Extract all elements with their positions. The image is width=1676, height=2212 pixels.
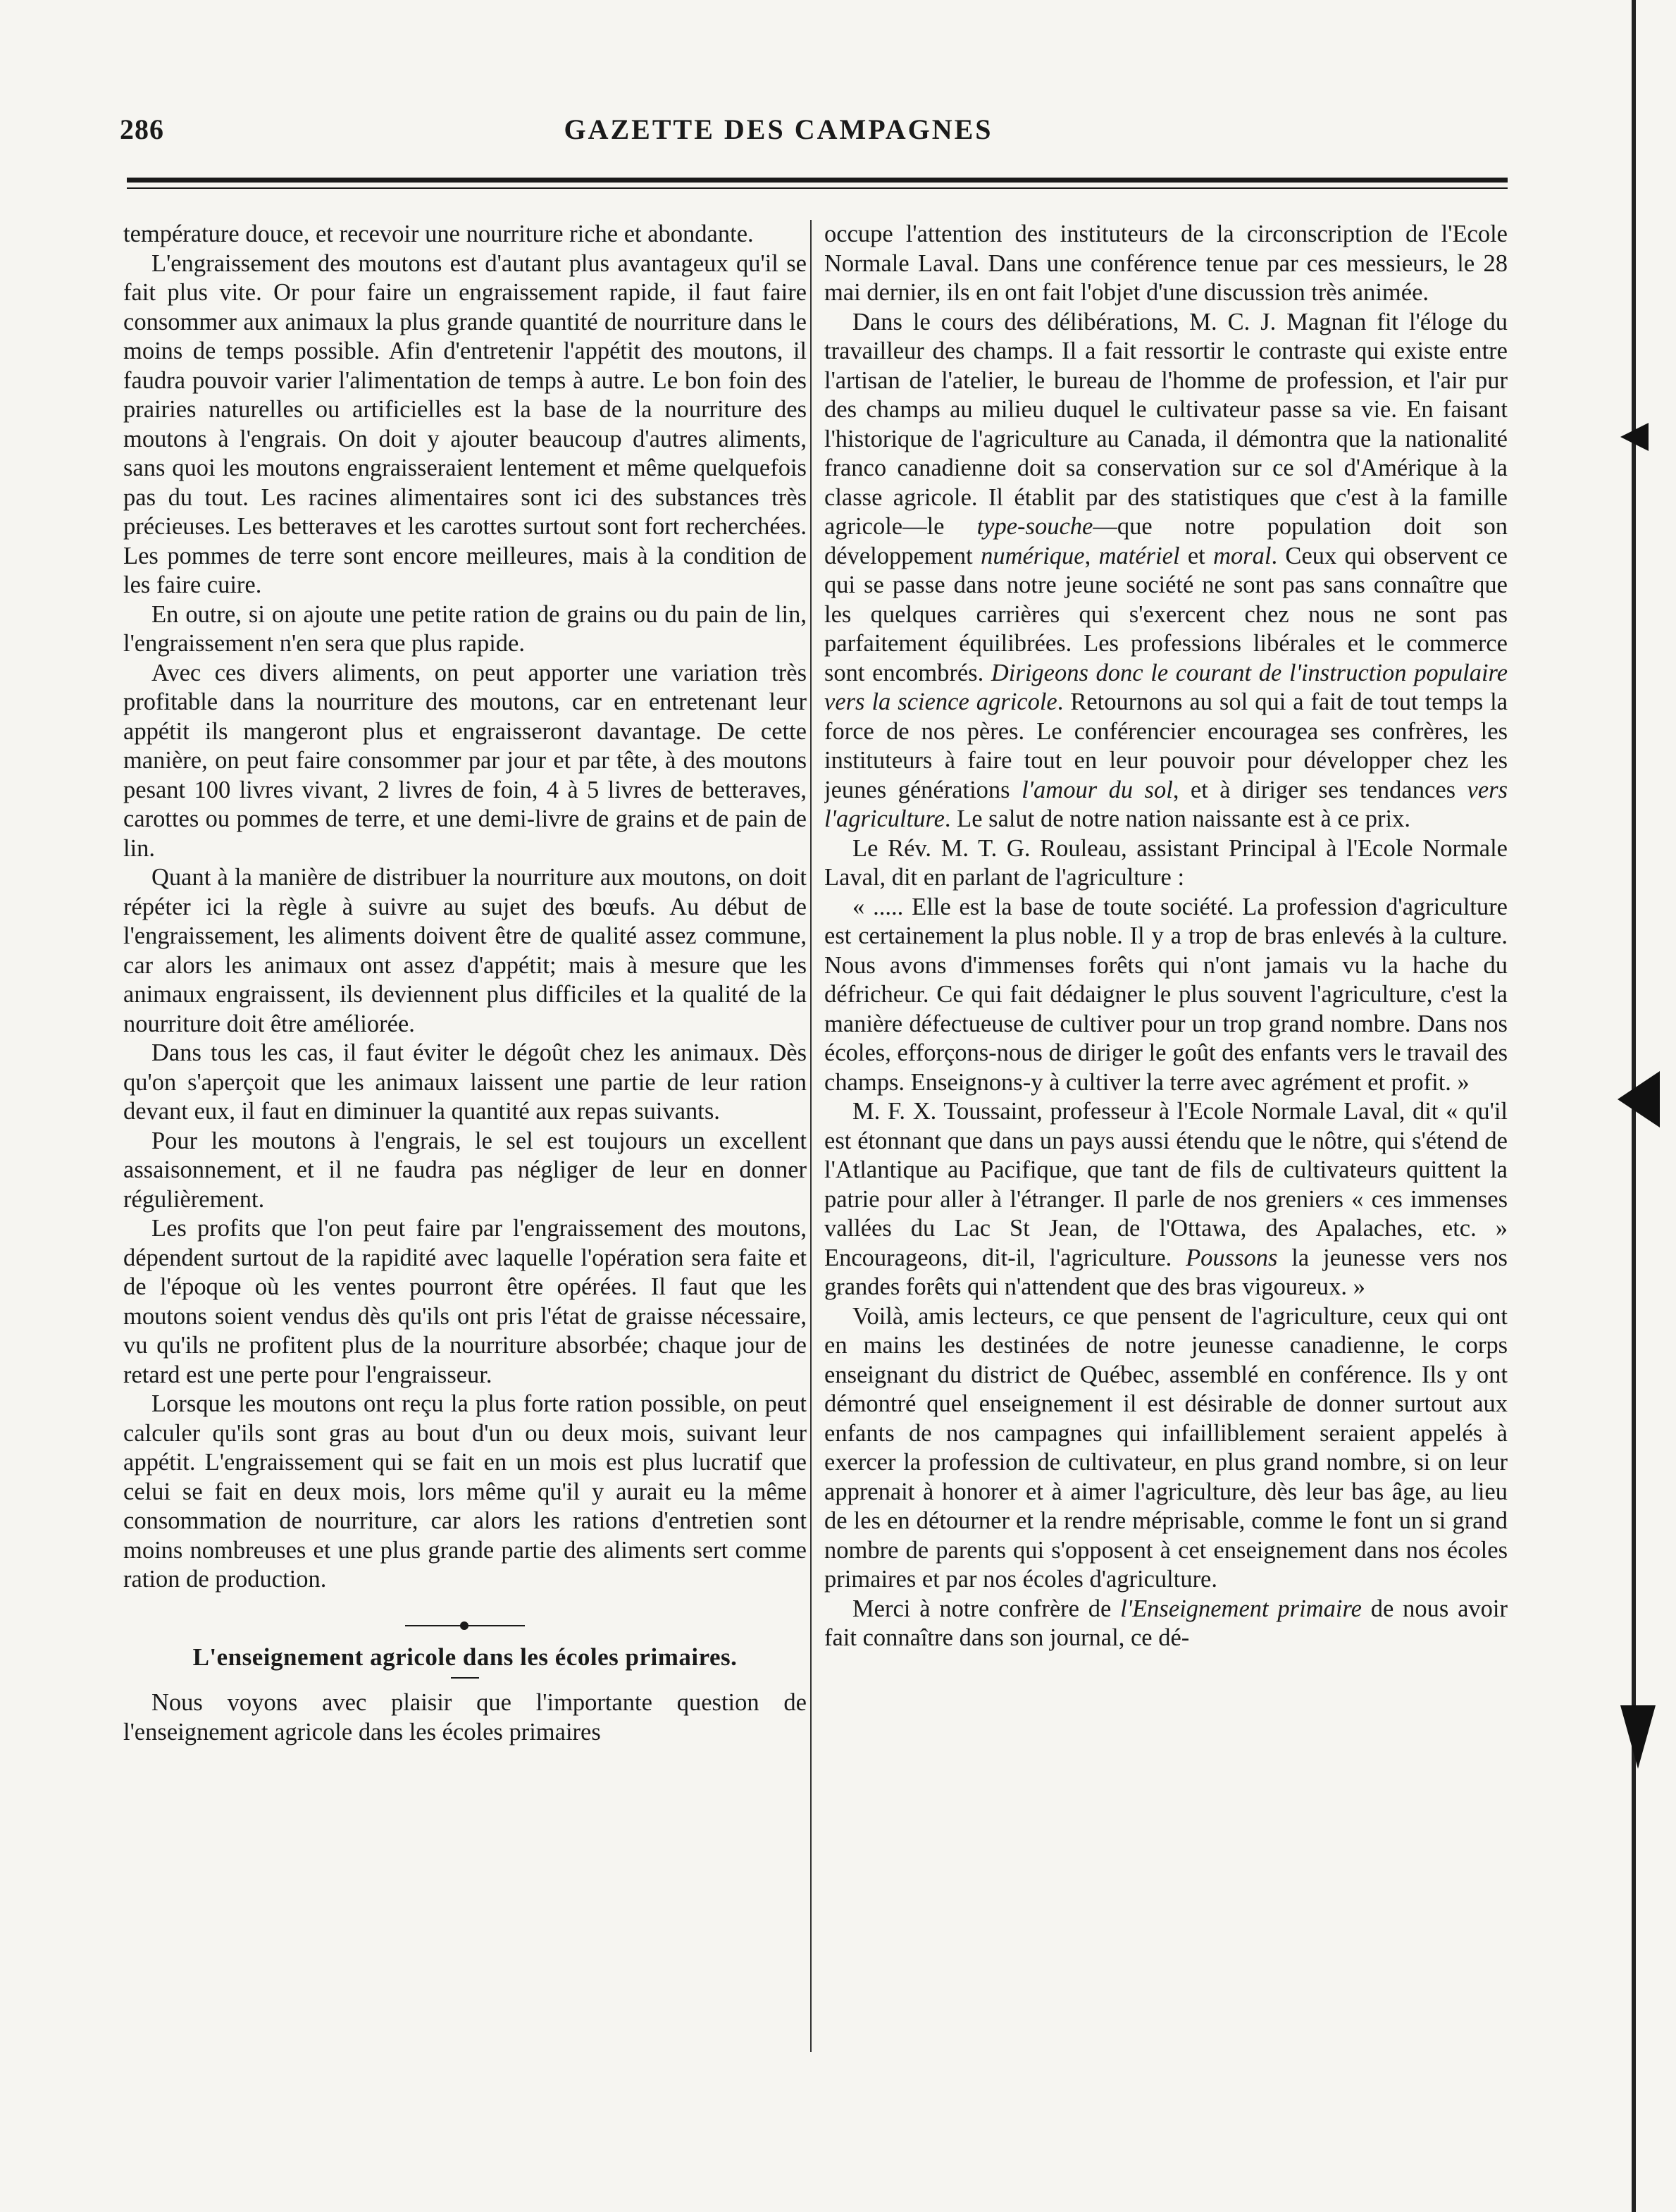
paragraph: En outre, si on ajoute une petite ration de grains ou du pain de lin, l'engraissement n'en sera que plus rapide.	[123, 600, 807, 657]
quote-paragraph: « ..... Elle est la base de toute société. La profession d'agriculture est certainement la plus noble. Il y a trop de bras enlevés à la culture. Nous avons d'immenses forêts qui n'ont jamais vu la hache du défricheur. Ce qui fait dédaigner le plus souvent l'agriculture, c'est la manière défectueuse de cultiver pour un trop grand nombre. Dans nos écoles, efforçons-nous de diriger le goût des enfants vers le travail des champs. Enseignons-y à cultiver la terre avec agrément et profit. »	[824, 893, 1508, 1096]
paragraph: Le Rév. M. T. G. Rouleau, assistant Principal à l'Ecole Normale Laval, dit en parlant de l'agriculture :	[824, 834, 1508, 891]
paragraph: Quant à la manière de distribuer la nourriture aux moutons, on doit répéter ici la règle à suivre au sujet des bœufs. Au début de l'engraissement, les aliments doivent être de qualité assez commune, car alors les animaux ont assez d'appétit; mais à mesure que les animaux engraissent, ils deviennent plus difficiles et la qualité de la nourriture doit être améliorée.	[123, 864, 807, 1037]
text-run: ,	[1084, 542, 1099, 569]
page-header	[120, 113, 1501, 155]
header-rule-thick	[127, 178, 1508, 183]
text-run: . Le salut de notre nation naissante est à ce prix.	[944, 805, 1410, 832]
header-rule-thin	[127, 187, 1508, 189]
paragraph: occupe l'attention des instituteurs de la circonscription de l'Ecole Normale Laval. Dans une conférence tenue par ces messieurs, le 28 mai dernier, ils en ont fait l'objet d'une discussion très animée.	[824, 221, 1508, 306]
text-run: —que notre population doit son développement	[824, 513, 1508, 569]
paragraph: Les profits que l'on peut faire par l'engraissement des moutons, dépendent surtout de la rapidité avec laquelle l'opération sera faite et de l'époque où les ventes pourront être opérées. Il faut que les moutons soient vendus dès qu'ils ont pris l'état de graisse nécessaire, vu qu'ils ne profitent plus de la nourriture absorbée; chaque jour de retard est une perte pour l'engraisseur.	[123, 1215, 807, 1388]
text-run: . Ceux qui observent ce qui se passe dans notre jeune société ne sont pas sans connaître que les quelques carrières qui s'exercent chez nous ne sont pas parfaitement équilibrées. Les professions libérales et le commerce sont encombrés.	[824, 542, 1508, 686]
italic-run: Poussons	[1186, 1244, 1278, 1271]
paragraph: Pour les moutons à l'engrais, le sel est toujours un excellent assaisonnement, et il ne faudra pas négliger de leur en donner régulièrement.	[123, 1127, 807, 1213]
right-column	[824, 220, 1508, 2066]
paragraph	[824, 1595, 1508, 1653]
paragraph	[824, 308, 1508, 834]
column-rule	[810, 220, 812, 2052]
section-title: L'enseignement agricole dans les écoles primaires.	[192, 1643, 738, 1671]
title-dash	[451, 1677, 479, 1679]
binding-tab-mark	[1618, 1071, 1660, 1127]
binding-tab-mark	[1620, 1705, 1656, 1769]
italic-run: l'Enseignement primaire	[1120, 1595, 1362, 1622]
text-run: et	[1179, 542, 1214, 569]
paragraph: Nous voyons avec plaisir que l'importante question de l'enseignement agricole dans les écoles primaires	[123, 1689, 807, 1745]
text-run: Merci à notre confrère de	[852, 1595, 1121, 1622]
italic-run: matériel	[1098, 542, 1180, 569]
running-title: GAZETTE DES CAMPAGNES	[564, 113, 993, 145]
text-run: de nous avoir fait connaître dans son journal, ce dé-	[824, 1595, 1508, 1651]
paragraph: Avec ces divers aliments, on peut apporter une variation très profitable dans la nourriture des moutons, car en entretenant leur appétit ils mangeront plus et engraisseront davantage. De cette manière, on peut faire consommer par jour et par tête, à des moutons pesant 100 livres vivant, 2 livres de foin, 4 à 5 livres de betteraves, carottes ou pommes de terre, et une demi-livre de grains et de pain de lin.	[123, 659, 807, 862]
paragraph: température douce, et recevoir une nourriture riche et abondante.	[123, 221, 754, 247]
italic-run: moral	[1213, 542, 1272, 569]
paragraph	[824, 1097, 1508, 1302]
text-run: , et à diriger ses tendances	[1172, 776, 1467, 803]
paragraph: Lorsque les moutons ont reçu la plus forte ration possible, on peut calculer qu'ils sont gras au bout d'un ou deux mois, suivant leur appétit. L'engraissement qui se fait en un mois est plus lucratif que celui se fait en deux mois, lors même qu'il y aurait eu la même consommation de nourriture, car alors les rations d'entretien sont moins nombreuses et une plus grande partie des aliments sert comme ration de production.	[123, 1390, 807, 1593]
italic-run: vers l'agriculture	[824, 776, 1508, 832]
section-separator	[405, 1619, 525, 1633]
left-column	[123, 220, 807, 2066]
separator-dot	[460, 1621, 468, 1630]
text-run: la jeunesse vers nos grandes forêts qui n'attendent que des bras vigoureux. »	[824, 1244, 1508, 1300]
italic-run: l'amour du sol	[1022, 776, 1173, 803]
paragraph: L'engraissement des moutons est d'autant plus avantageux qu'il se fait plus vite. Or pour faire un engraissement rapide, il faut faire consommer aux animaux la plus grande quantité de nourriture dans le moins de temps possible. Afin d'entretenir l'appétit des moutons, il faudra pouvoir varier l'alimentation de temps à autre. Le bon foin des prairies naturelles ou artificielles est la base de la nourriture des moutons à l'engrais. On doit y ajouter beaucoup d'autres aliments, sans quoi les moutons engraisseraient lentement et même quelquefois pas du tout. Les racines alimentaires sont ici des substances très précieuses. Les betteraves et les carottes surtout sont fort recherchées. Les pommes de terre sont encore meilleures, mais à la condition de les faire cuire.	[123, 249, 807, 598]
text-run: . Retournons au sol qui a fait de tout temps la force de nos pères. Le conférencier encouragea ses confrères, les instituteurs à faire tout en leur pouvoir pour développer chez les jeunes générations	[824, 688, 1508, 803]
paragraph: Dans tous les cas, il faut éviter le dégoût chez les animaux. Dès qu'on s'aperçoit que les animaux laissent une partie de leur ration devant eux, il faut en diminuer la quantité aux repas suivants.	[123, 1039, 807, 1125]
italic-run: type-souche	[976, 513, 1093, 540]
text-run: Dans le cours des délibérations, M. C. J. Magnan fit l'éloge du travailleur des champs. Il a fait ressortir le contraste qui existe entre l'artisan de l'atelier, le bureau de l'homme de profession, et l'air pur des champs au milieu duquel le cultivateur passe sa vie. En faisant l'historique de l'agriculture au Canada, il démontra que la nationalité franco canadienne doit sa conservation sur ce sol d'Amérique à la classe agricole. Il établit par des statistiques que c'est à la famille agricole—le	[824, 308, 1508, 540]
text-run: M. F. X. Toussaint, professeur à l'Ecole Normale Laval, dit « qu'il est étonnant que dans un pays aussi étendu que le nôtre, qui s'étend de l'Atlantique au Pacifique, que tant de fils de cultivateurs quittent la patrie pour aller à l'étranger. Il parle de nos greniers « ces immenses vallées du Lac St Jean, de l'Ottawa, des Apalaches, etc. » Encourageons, dit-il, l'agriculture.	[824, 1098, 1508, 1271]
paragraph: Voilà, amis lecteurs, ce que pensent de l'agriculture, ceux qui ont en mains les destinées de notre jeunesse canadienne, le corps enseignant du district de Québec, assemblé en conférence. Ils y ont démontré quel enseignement il est désirable de donner surtout aux enfants de nos campagnes qui infailliblement seraient appelés à exercer la profession de cultivateur, en plus grand nombre, si on leur apprenait à honorer et à aimer l'agriculture, dès leur bas âge, au lieu de les en détourner et la rendre méprisable, comme le font un si grand nombre de parents qui s'opposent à cet enseignement dans nos écoles primaires et par nos écoles d'agriculture.	[824, 1302, 1508, 1593]
italic-run: Dirigeons donc le courant de l'instruction populaire vers la science agricole	[824, 659, 1508, 715]
page-number: 286	[120, 113, 164, 145]
italic-run: numérique	[981, 542, 1085, 569]
